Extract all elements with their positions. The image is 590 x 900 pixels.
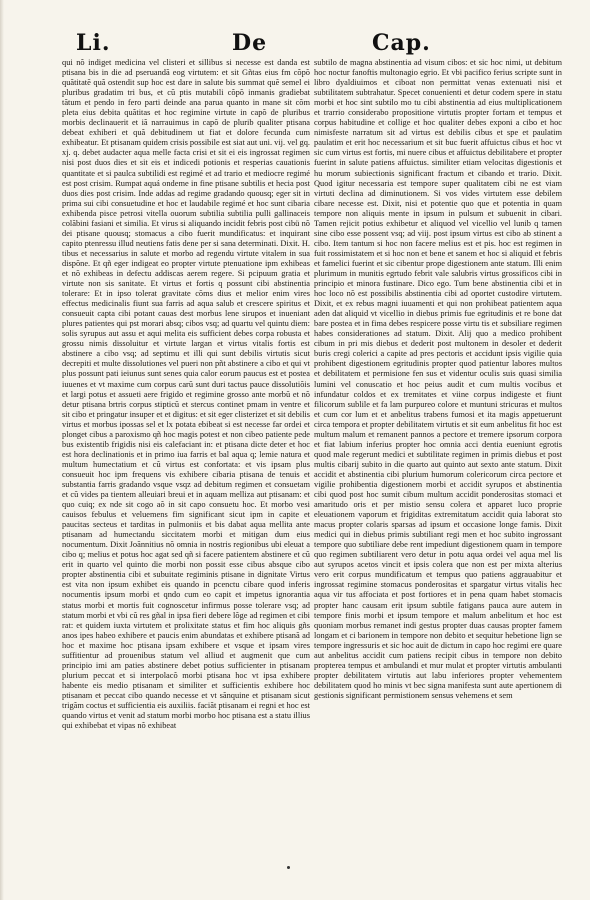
page-mark-dot (287, 866, 290, 869)
binding-edge (0, 0, 4, 900)
left-column-text: qui nõ indiget medicina vel clisteri et sillibus si necesse est danda est ptisana bis in die ad pseruandã eog virtutem: et sit Gñtas eius fm cõpõ quãtitatẽ quã ostendit sup hoc est dare in salute bis summat quẽ semel ei pluribus gradatim tri bus, et cũ ptis mutabili cõpõ inmanis gradiebat tãtum et pendo in fero parti deinde ana parua quanto in mane sit cõm pleta eius debita quãtitas et hoc regimine virtute in capõ de pluribus morbis declinauerit et iã narrauimus in capõ de plurib qualiter ptisana debeat exhiberi et quã debitudinem ut fiat et dolore fecunda cum exhibeatur. Et ptisanam quidem crisis possibile est siat aut uni. vij. vel gq. xj. q. debet audacter aqua melle facta crisi et sit ei eis ingrossat regimen nisi post duos dies et sit eis et indicedi potionis et resperias cauationis quantitate et si paulca subtilidi est regimé et ad trario et mediocre regimé est post crisim. Rumpat aquá ondeme in fine ptisane subtilis et hecia post duos dies post crisim. Inde addas ad regime gradando quousq; eger sit in prima sui cibi consuetudine et hoc et laudabile regimé et hoc sunt cibaria exhibenda pisce petrosi vitella ouorum subtilia subtilia pulli gallinaceis colãbini fasiani et similia. Et virus si aliquando incidit febris post cibü nõ dei ptisane quousq; stomacus a cibo fuerit mundificatus: et inquirant capito ptenressu illud neutiens fatis dene per si sana determinati. Dixit. H. tibus et necessarius in salute et morbo ad regendu virtute vitalem in sua dispõne. Et qñ eger indigeat eo propter virtute ptenuatione ipm exhibeas et nõ exhibeas in defectu addiscas aerem regere. Si pcipuum gratia et virtute non sis sanitate. Et virtus et fortis q possunt cibi abstinentia tolerare: Et in ipso tolerat gravitate cõms dius et melior enim vires effectus medicinalis fiunt sua farris ad aqua salub et crescere spiritus et consueuit capta cibi potant cauas dest morbus lene sirupos et inueniant plures patientes qui pst morari absq; cibos vsq; ad quartu vel quintu diem: solis syrupus aut assu et aqui melita eis sufficient debes corpa robusta et grossu nimis dissoluitur et virtute largan et virtus vitalis fortis est abstinere a cibo vsq; ad septimu et illi qui sunt debilis virtutis sicut decrepiti et multe dissolutiones vel pueri non pñt abstinere a cibo et qui vt plus possunt pati ieiunus sunt senes quia calor eorum paucus est et postea iuuenes et vt maxime cum corpus carũ sunt duri tactus pauce dissolutiõis et largi potus et assueti aere frigido et regimine grosso ante morbũ et nõ detur ptisana brtris corpus stipticũ et stercus continet pmam in ventre et sit cibo et pringatur insuper et et digitus: et sit eger clisterizet et sit debilis virtus et morbus ipossas sel et lx potata ebibeat si est necesse far ordei et plonget cibus a paroxismo qñ hoc magis potest et non cibeo patiente pede bus existentib frigidis nisi eis calefaciant in: et ptisana dicte deter et hoc est hora declinationis et in primo iua farris et bal aqua q; lemie natura et multum humectatium et cũ virtus est confortata: et vis ipsam plus consueuit hoc ipm frequens vis exhibere cibaria ptisana de tenuis et substantia farris gradando vsque vsqz ad debitum regimen et consuetam et cũ vides pa tientem alleuiari breui et in aquam melliza aut ptisanam: et quo cuiq; ex nde sit cogo aõ in sit capo consuetu hoc. Et morbo vesi cauisos febulus et veluemens fim significant sicut ipm in capite et paucitas secteus et tarditas in pulmoniis et bis dabat aqua mellita ante ptisanam ad humectandu siccitatem morbi et mitigan dum eius nocumentum. Dixit Joãnnitius nõ omnia in nostris regionibus ubi eleuat a cibo q; melius et potus hoc agat sed qñ si facere patientem abstinere et cũ erit in quarto vel quinto die morbi non possit esse cibus absque cibo propter abstinentia cibi et subuitate regiminis ptisane in dignitate Virtus est vita non ipsum exhibet eis quando in pcenctu cibare quod inferis nocumentis ipsum morbi et qndo cum eo capit et impetus ignorantia status morbi et mortis fuit cognoscetur infirmus posse tolerare vsq; ad statum morbi et vbi cũ res gñal in ipsa fieri debere lõge ad regimen et cibi rat: et quidem iuxta virtutem et prolixitate status et fim hoc aliquis gñs anos ipes habeo exhibere et paucis enim abundatas et exhibere ptisanã ad hoc et maxime hoc ptisana ipsam exhibere et vsque et ipsam vires suffitientur ad prouenibus statum vel alliud et augmenit que cum principio imi am paties abstinere debet potius sufficienter in ptisanam plurium peccat et si interpolacõ morbi ptisana hoc vt ipsa exhibere habente eis medio ptisanam et similiter et sufficientis exhibere hoc ptisanam et peccat cibo quando necesse et vt sãnquine et ptisanam sicut trigãm coctus et sufficientia eis auxiliis. faciãt ptisanam ei regni et hoc est quando virtus et venit ad statum morbi morbo hoc ptisana est a statu illius qui exhibebat et vipas nõ exhibeat (62, 58, 310, 731)
right-column-text: subtilo de magna abstinentia ad visum cibos: et sic hoc nimi, ut debitum hoc noctur fanoftis multonagio egrio. Et vbi pacifico ferius scripte sunt in libro dyaldiuimos et ciboat non permittat venas extenuati nisi et subtilitatem subtrahatur. Specet conuenienti et detur codem spere in statu morbi et hoc sint subtilo mo tu cibi abstinentia ad eius multiplicationem et trarrio considerabo propositione virtutis propter fortam et tempus et corpus habitudine et collige et hoc qualiter debes exponi a cibo et hoc nimisfeste narratum sit ad virtus est debilis cibus et spe et paulatim paulatim et erit hoc necessarium et sit buc fuerit affuictus cibus et hoc vt sic cum virtus est fortis, mi nuere cibus et affuictus debilitabere et propter fuerint in salute patiens affuictus. similiter etiam velocitas digestionis et hu morum subiectionis significant fractum et cibando et trario. Dixit. Quod igitur necessaria est tempore super qualitatem cibi ne est viam virtuti declina ad diminutionem. Si vos vides virtutem esse debilem cibare necesse est. Dixit, nisi et potentie quo que et potentia in quam tempore non aliquis mente in ipsum in pulsum et subuenit in cibari. Tamen rejicit potius exhibetur et aliquod vel vicellio vel lunib q tamen sine cibo esse possent vsq; ad viij. post ipsum virtus est cibo ab stinent a cibo. Item tantum si hoc non facere melius est et pis. hoc est regimen in fuit rossimistatem et si hoc non et bene et sanem et hoc si aliquid et febris et famelici fuerint et sic cibentur prope digestionem ante statum. Illi enim plurimum in munitis egrtudo febrit vale salubris virtus grossificos cibi in principio et minora fustinare. Dico ego. Tum bene abstinentia cibi et in hoc loco nõ est possibilis abstinentia cibi ad oportet custodire virtutem. Dixit, et ex rebus magni iuuamenti et qui non prohibeat patientem aqua aden dat aliquid vt vicellio in diebus primis fue egritudinis et re bone dat bare postea et in fima debes respicere posse virtu tis et subsiliare regimen habes considerationes ad statum. Dixit. Alij quo a medico prohibent cibum in pri mis diebus et dederit post multonem in desoler et dederit buris cregi colerici a capite ad pres pectoris et accidunt ipsis vigilie quia prohibent digestionem egritudinis propter quod patientur labores multos et debilitatem et permisione fen sus et videntur oculis suis quasi similia lumini vel conuscatio et hoc peius audit et cum multis vocibus et infundatur coldos et ex tremitates et viine corpus indigeste et fiunt filicorum sublile et fa lam purpureo colore et muntuni stricuras et multos et cum cor lum et et anbelitus trabens fumosi et ita magis appetuerunt circa tempora et propter debilitatem virtutis et sit eum anbelitus fit hoc est multum malum et remanent pannos a pectore et tremere ipsorum corpora et fiat labium inferius propter hoc omnia acci dentia eueniunt egrotis quod male regerunt medici et subtilitate regimen in primis diebus et post multis cibarij subito in die quarto aut quinto aut sexto ante statum. Dixit accidit et abstinentia cibi plurium humorum colericorum circa pectore et vigilie prohibentia digestionem morbi et accidit syrupos et abstinentia cibi quod post hoc sumit cibum multum accidit ponderositas stomaci et amaritudo oris et per mistio sensu colera et apparet luco proprie eleuationem vaporum et frigiditas extremitatum accidit quia laborat sto macus propter colaris sparsas ad ipsum et occasione longe famis. Dixit medici qui in diebus primis subtiliant regi men et hoc subito ingrossant tempore quo subtiliare debe rent impediunt digestionem quam in tempore quo regimen subtiliarent vero detur in potu aqua ordei vel aqua mel lis aut syrupos acetos vincit et ipsis colera que non est per mixta alterius vero erit corpus mundificatum et tempus quo patiens aggrauabitur et ingrossat regimine stomacus ponderositas et spargatur virtus vitalis hec aqua vir tus affociata et post fortiores et in pena quam habet stomacis propter hanc causam erit ipsum subtile fatigans pauca aure autem in tempore finis morbi et ipsum tempore et malum anbelitum et hoc est quoniam morbus remanet indi gestus propter duas causas propter famem longam et ci barionem in tempore non debito et sequitur hebetione lign se tempore ingressuris et sic hoc auit de dictum in capo hoc regimi ere quare aut anbelitus accidit cum patiens recipit cibus in tempore non debito propterea tempus et ambulandi et mur mulat et propter virtutis ambulanti propter debilitatem virtutis aut labu inferiores propter vehementem debilitatem quod ho minis vt bec signa manifesta sunt aute apertionem di gestionis significant permistionem sensus vehemens et sem (314, 58, 562, 700)
header-chapter-word: Cap. (372, 30, 431, 56)
left-text-column (62, 58, 310, 731)
header-title-word: De (232, 30, 268, 56)
header-book-number: Li. (76, 30, 111, 56)
right-text-column (314, 58, 562, 701)
